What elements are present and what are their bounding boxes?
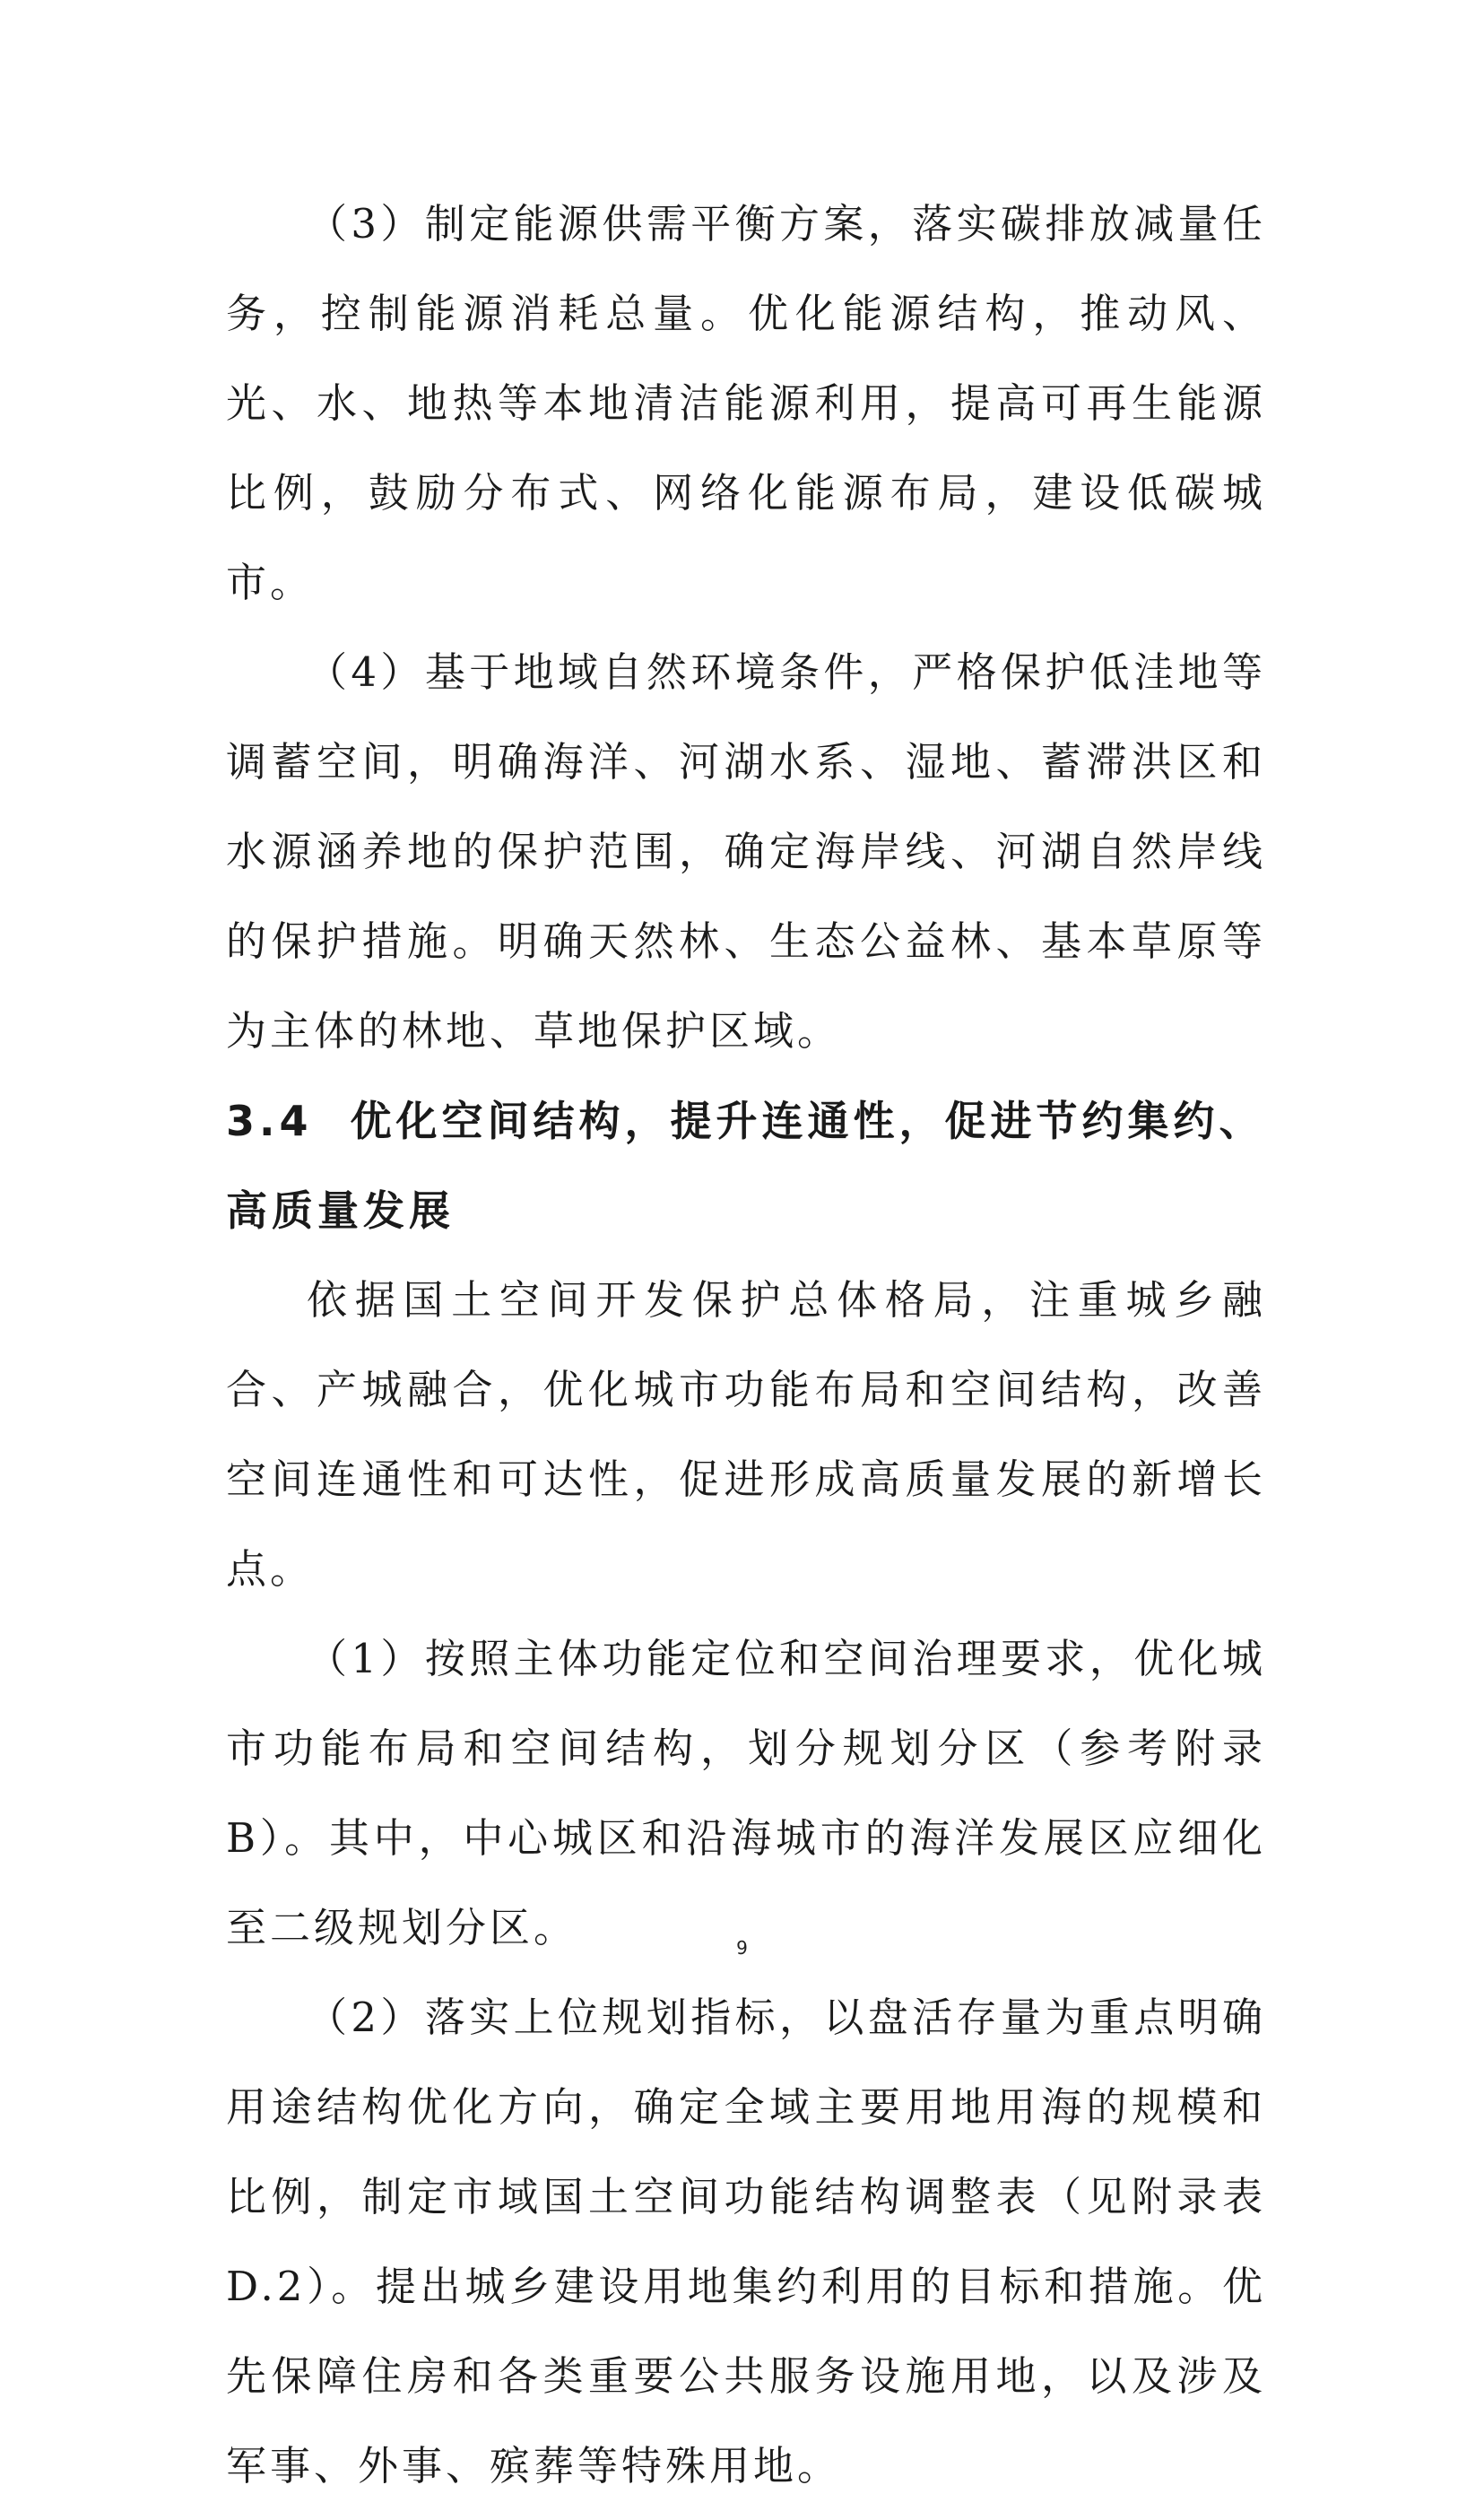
section-number: 3.4 [226, 1097, 313, 1145]
section-heading [226, 1076, 1266, 1256]
paragraph-land-use-structure: （2）落实上位规划指标，以盘活存量为重点明确用途结构优化方向，确定全域主要用地用海的规模和比例，制定市域国土空间功能结构调整表（见附录表 D.2）。提出城乡建设用地集约利用的目标和措施。优先保障住房和各类重要公共服务设施用地，以及涉及军事、外事、殡葬等特殊用地。 [226, 1994, 1266, 2489]
paragraph-energy-balance: （3）制定能源供需平衡方案，落实碳排放减量任务，控制能源消耗总量。优化能源结构，推动风、光、水、地热等本地清洁能源利用，提高可再生能源比例，鼓励分布式、网络化能源布局，建设低碳城市。 [226, 200, 1266, 606]
section-title: 优化空间结构，提升连通性，促进节约集约、高质量发展 [226, 1097, 1265, 1235]
paragraph-section-intro: 依据国土空间开发保护总体格局，注重城乡融合、产城融合，优化城市功能布局和空间结构，改善空间连通性和可达性，促进形成高质量发展的新增长点。 [226, 1276, 1266, 1593]
paragraph-planning-zones: （1）按照主体功能定位和空间治理要求，优化城市功能布局和空间结构，划分规划分区（参考附录 B）。其中，中心城区和沿海城市的海洋发展区应细化至二级规划分区。 [226, 1635, 1266, 1951]
page-body [226, 179, 1266, 2511]
page-number: 9 [736, 1937, 748, 1959]
paragraph-natural-protection: （4）基于地域自然环境条件，严格保护低洼地等调蓄空间，明确海洋、河湖水系、湿地、蓄滞洪区和水源涵养地的保护范围，确定海岸线、河湖自然岸线的保护措施。明确天然林、生态公益林、基本草原等为主体的林地、草地保护区域。 [226, 648, 1266, 1055]
